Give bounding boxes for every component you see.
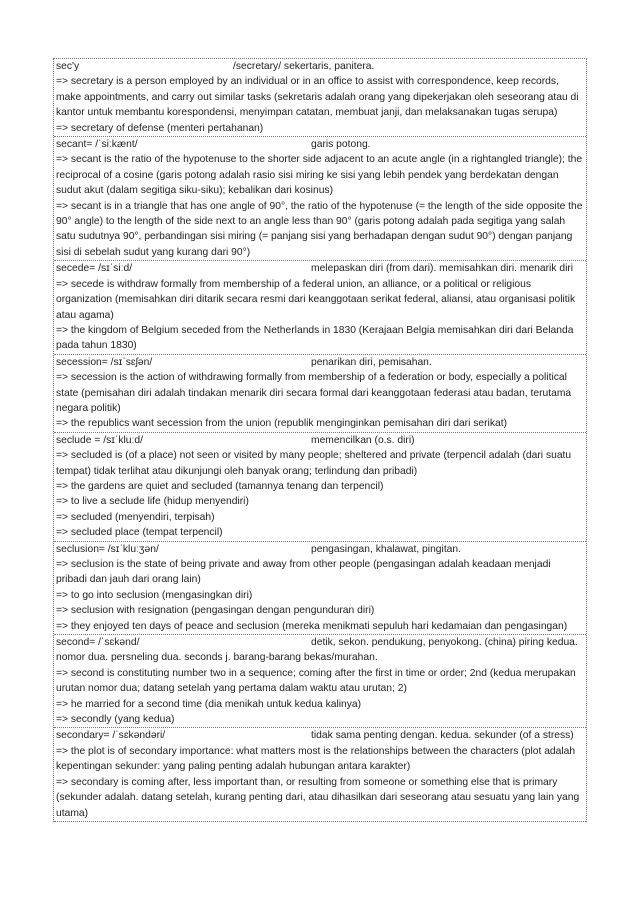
entry-heading <box>56 261 583 276</box>
definition-line: => he married for a second time (dia menikah untuk kedua kalinya) <box>56 698 362 710</box>
definition-line: => seclusion with resignation (pengasingan dengan pengunduran diri) <box>56 605 375 617</box>
entry-heading <box>56 635 583 666</box>
translation: detik, sekon. pendukung, penyokong. (china) piring kedua. nomor dua. persneling dua. seconds j. barang-barang bekas/murahan. <box>56 637 578 664</box>
definition-line: => second is constituting number two in a sequence; coming after the first in time or order; 2nd (kedua merupakan urutan nomor dua; datang setelah yang pertama dalam waktu atau urutan; 2) <box>56 667 576 695</box>
definition-line: => secant is the ratio of the hypotenuse to the shorter side adjacent to an acute angle (in a rightangled triangle); the reciprocal of a cosine (garis potong adalah rasio sisi miring ke sisi yang lebih pendek yang berdekatan dengan sudut akut (dalam segitiga siku-siku); kebalikan dari kosinus) <box>56 154 583 197</box>
entry-heading <box>56 137 583 152</box>
entry-heading <box>56 542 583 557</box>
definition-line: => secession is the action of withdrawing formally from membership of a federation or body, especially a political state (pemisahan diri adalah tindakan menarik diri secara formal dari keanggotaan federasi atau badan, terutama negara politik) <box>56 372 572 414</box>
definition-line: => the plot is of secondary importance: what matters most is the relationships between the characters (plot adalah kepentingan sekunder: yang paling penting adalah hubungan antara karakter) <box>56 745 576 773</box>
translation: garis potong. <box>311 139 371 151</box>
definition-line: => seclusion is the state of being private and away from other people (pengasingan adalah keadaan menjadi pribadi dan jauh dari orang lain) <box>56 559 551 586</box>
definition-line: => the republics want secession from the union (republik menginginkan pemisahan diri dari serikat) <box>56 418 508 430</box>
headword: secede= /sɪˈsiːd/ <box>56 263 133 275</box>
translation: tidak sama penting dengan. kedua. sekunder (of a stress) <box>311 730 574 742</box>
definition-line: => they enjoyed ten days of peace and seclusion (mereka menikmati sepuluh hari kedamaian dan pengasingan) <box>56 620 568 632</box>
translation: pengasingan, khalawat, pingitan. <box>311 543 461 555</box>
entry-heading <box>56 728 583 743</box>
definition-line: => secede is withdraw formally from membership of a federal union, an alliance, or a political or religious organization (memisahkan diri ditarik secara resmi dari keanggotaan serikat federal, aliansi, atau organisasi politik atau agama) <box>56 278 576 321</box>
entry-heading <box>56 355 583 370</box>
definition-line: => secluded is (of a place) not seen or visited by many people; sheltered and private (terpencil adalah (dari suatu tempat) tidak terlihat atau dikunjungi oleh banyak orang; terlindung dan pribadi) <box>56 450 572 477</box>
definition-line: => secluded place (tempat terpencil) <box>56 527 223 539</box>
entry-heading <box>56 433 583 448</box>
definition-line: => secant is in a triangle that has one angle of 90°, the ratio of the hypotenuse (= the length of the side opposite the 90° angle) to the length of the side next to an angle less than 90° (garis potong adalah pada segitiga yang salah satu sudutnya 90°, perbandingan sisi miring (= panjang sisi yang berhadapan dengan sudut 90°) dengan panjang sisi di sebelah sudut yang kurang dari 90°) <box>56 200 583 258</box>
definition-line: => the kingdom of Belgium seceded from the Netherlands in 1830 (Kerajaan Belgia memisahkan diri dari Belanda pada tahun 1830) <box>56 324 574 352</box>
definition-line: => the gardens are quiet and secluded (tamannya tenang dan terpencil) <box>56 480 384 492</box>
dictionary-entry <box>54 355 586 433</box>
definition-line: => to live a seclude life (hidup menyendiri) <box>56 496 249 508</box>
definition-line: => secondary is coming after, less important than, or resulting from someone or something else that is primary (sekunder adalah. datang setelah, kurang penting dari, atau dihasilkan dari seseorang atau sesuatu yang lain yang utama) <box>56 776 580 819</box>
headword: second= /ˈsɛkənd/ <box>56 637 140 649</box>
definition-line: => to go into seclusion (mengasingkan diri) <box>56 589 253 601</box>
entry-heading <box>56 59 583 74</box>
dictionary-entry <box>54 59 586 137</box>
headword: secession= /sɪˈsɛʃən/ <box>56 356 153 368</box>
headword: secondary= /ˈsɛkəndəri/ <box>56 730 166 742</box>
dictionary-entry <box>54 728 586 821</box>
definition-line: => secondly (yang kedua) <box>56 714 175 726</box>
headword: secant= /ˈsiːkænt/ <box>56 139 138 151</box>
headword: sec'y <box>56 61 80 72</box>
translation: memencilkan (o.s. diri) <box>311 434 415 446</box>
dictionary-entry <box>54 137 586 261</box>
definition-line: => secluded (menyendiri, terpisah) <box>56 511 215 523</box>
translation: /secretary/ sekertaris, panitera. <box>233 61 375 72</box>
dictionary-page <box>53 58 587 822</box>
translation: penarikan diri, pemisahan. <box>311 356 432 368</box>
dictionary-entry <box>54 542 586 635</box>
definition-line: => secretary is a person employed by an individual or in an office to assist with correspondence, keep records, make appointments, and carry out similar tasks (sekretaris adalah orang yang dipekerjakan oleh seseorang atau di kantor untuk membantu korespondensi, menyimpan catatan, membuat janji, dan melaksanakan tugas serupa) <box>56 76 579 119</box>
dictionary-entry <box>54 635 586 728</box>
headword: seclusion= /sɪˈkluːʒən/ <box>56 543 159 555</box>
definition-line: => secretary of defense (menteri pertahanan) <box>56 122 264 134</box>
headword: seclude = /sɪˈkluːd/ <box>56 434 143 446</box>
translation: melepaskan diri (from dari). memisahkan diri. menarik diri <box>311 263 574 275</box>
dictionary-entry <box>54 261 586 354</box>
dictionary-entry <box>54 433 586 542</box>
